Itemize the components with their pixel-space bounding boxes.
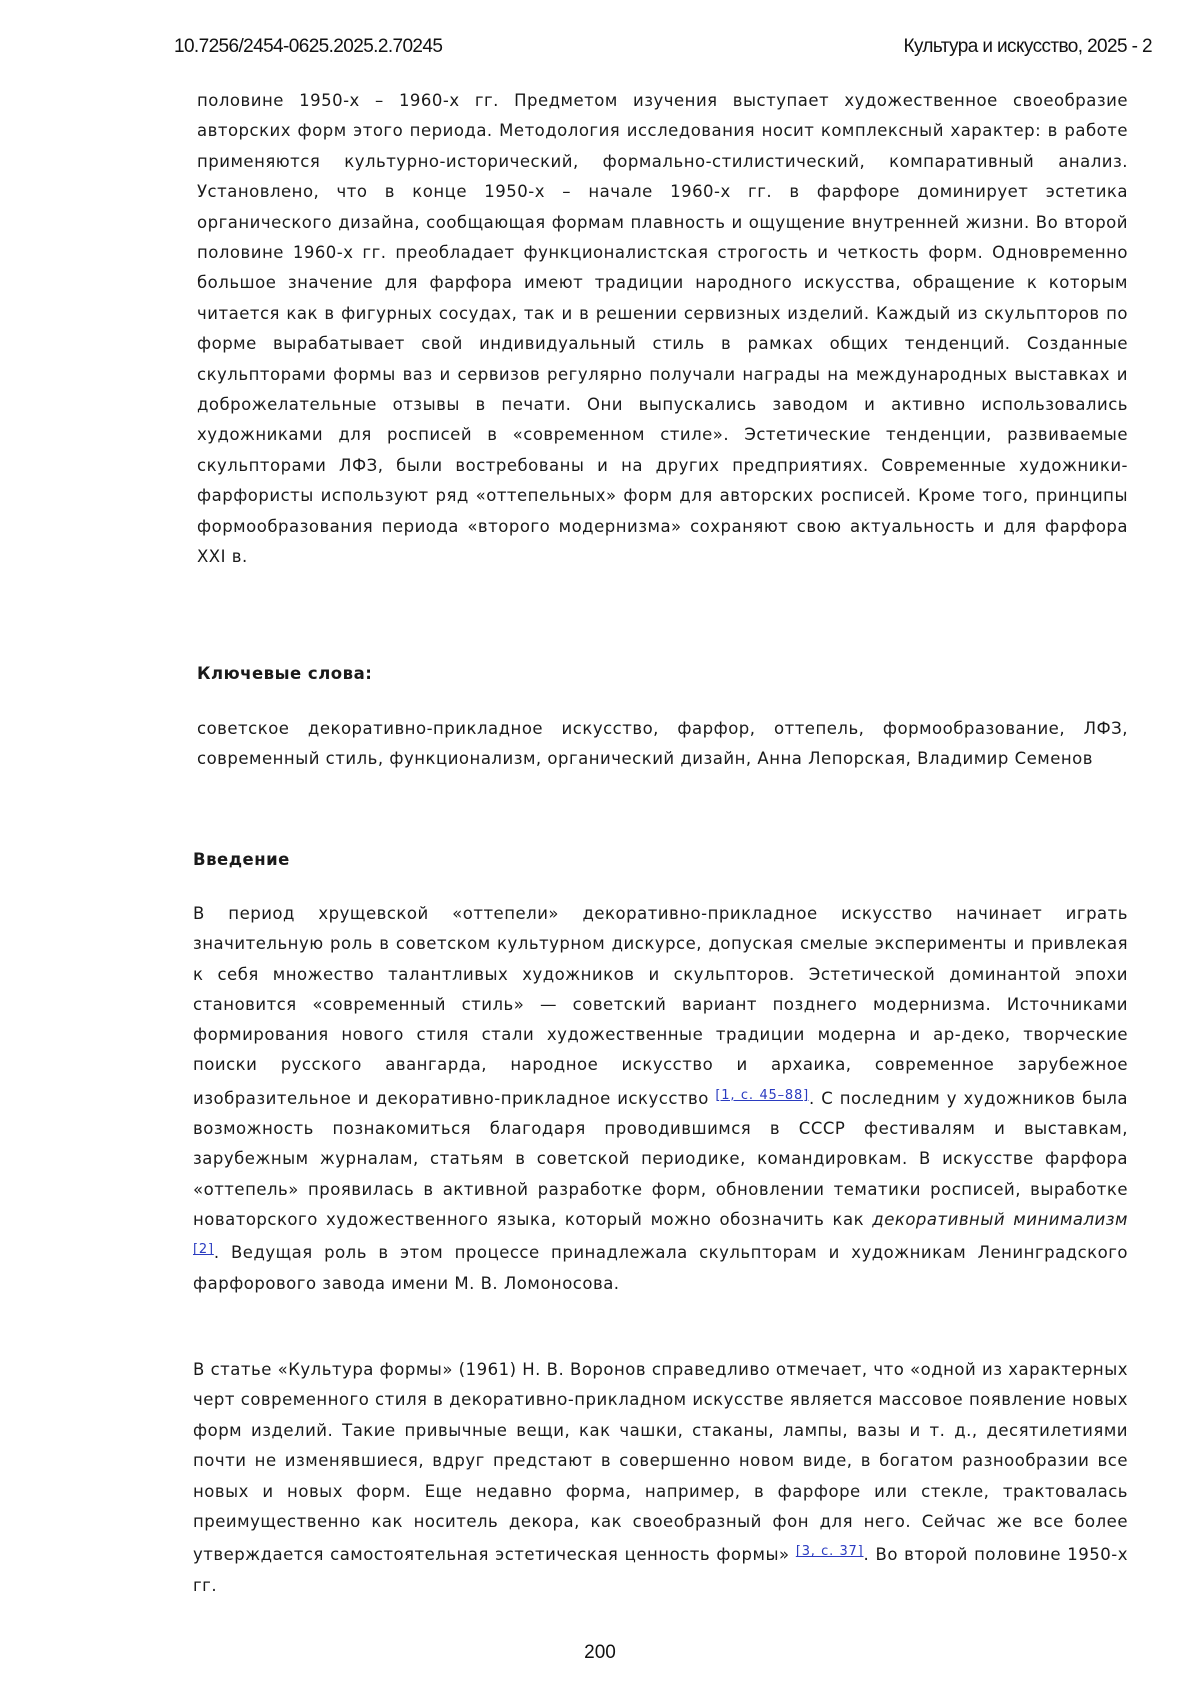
doi-label: 10.7256/2454-0625.2025.2.70245 xyxy=(174,36,443,57)
keywords-list: советское декоративно-прикладное искусство, фарфор, оттепель, формообразование, ЛФЗ, современный стиль, функционализм, органический дизайн, Анна Лепорская, Владимир Семенов xyxy=(197,719,1128,769)
intro-p2-text-2: . Во второй половине 1950-х гг. xyxy=(193,1545,1129,1595)
journal-title: Культура и искусство, 2025 - 2 xyxy=(903,36,1152,57)
intro-p1-italic-term: декоративный минимализм xyxy=(872,1209,1129,1229)
intro-p2-text-1: В статье «Культура формы» (1961) Н. В. Воронов справедливо отмечает, что «одной из характерных черт современного стиля в декоративно-прикладном искусстве является массовое появление новых форм изделий. Такие привычные вещи, как чашки, стаканы, лампы, вазы и т. д., десятилетиями почти не изменявшиеся, вдруг предстают в совершенно новом виде, в богатом разнообразии все новых и новых форм. Еще недавно форма, например, в фарфоре или стекле, трактовалась преимущественно как носитель декора, как своеобразный фон для него. Сейчас же все более утверждается самостоятельная эстетическая ценность формы» xyxy=(193,1360,1128,1565)
page-number: 200 xyxy=(584,1642,616,1663)
introduction-heading: Введение xyxy=(193,850,290,869)
intro-p1-text-3: . Ведущая роль в этом процессе принадлежала скульпторам и художникам Ленинградского фарфорового завода имени М. В. Ломоносова. xyxy=(193,1243,1128,1293)
citation-link-1[interactable]: [1, с. 45–88] xyxy=(715,1087,809,1103)
citation-link-3[interactable]: [3, с. 37] xyxy=(795,1544,864,1560)
intro-p1-text-2: . С последним у художников была возможность познакомиться благодаря проводившимся в СССР фестивалям и выставкам, зарубежным журналам, статьям в советской периодике, командировкам. В искусстве фарфора «оттепель» проявилась в активной разработке форм, обновлении тематики росписей, выработке новаторского художественного языка, который можно обозначить как xyxy=(193,1088,1129,1229)
intro-paragraph-2 xyxy=(193,1355,1128,1601)
citation-link-2[interactable]: [2] xyxy=(193,1242,214,1258)
intro-p1-text-1: В период хрущевской «оттепели» декоративно-прикладное искусство начинает играть значительную роль в советском культурном дискурсе, допуская смелые эксперименты и привлекая к себя множество талантливых художников и скульпторов. Эстетической доминантой эпохи становится «современный стиль» — советский вариант позднего модернизма. Источниками формирования нового стиля стали художественные традиции модерна и ар-деко, творческие поиски русского авангарда, народное искусство и архаика, современное зарубежное изобразительное и декоративно-прикладное искусство xyxy=(193,904,1128,1108)
abstract-paragraph: половине 1950-х – 1960-х гг. Предметом изучения выступает художественное своеобразие авторских форм этого периода. Методология исследования носит комплексный характер: в работе применяются культурно-исторический, формально-стилистический, компаративный анализ. Установлено, что в конце 1950-х – начале 1960-х гг. в фарфоре доминирует эстетика органического дизайна, сообщающая формам плавность и ощущение внутренней жизни. Во второй половине 1960-х гг. преобладает функционалистская строгость и четкость форм. Одновременно большое значение для фарфора имеют традиции народного искусства, обращение к которым читается как в фигурных сосудах, так и в решении сервизных изделий. Каждый из скульпторов по форме вырабатывает свой индивидуальный стиль в рамках общих тенденций. Созданные скульпторами формы ваз и сервизов регулярно получали награды на международных выставках и доброжелательные отзывы в печати. Они выпускались заводом и активно использовались художниками для росписей в «современном стиле». Эстетические тенденции, развиваемые скульпторами ЛФЗ, были востребованы и на других предприятиях. Современные художники-фарфористы используют ряд «оттепельных» форм для авторских росписей. Кроме того, принципы формообразования периода «второго модернизма» сохраняют свою актуальность и для фарфора XXI в. xyxy=(197,91,1128,567)
intro-paragraph-1 xyxy=(193,899,1128,1299)
keywords-heading: Ключевые слова: xyxy=(197,664,373,683)
